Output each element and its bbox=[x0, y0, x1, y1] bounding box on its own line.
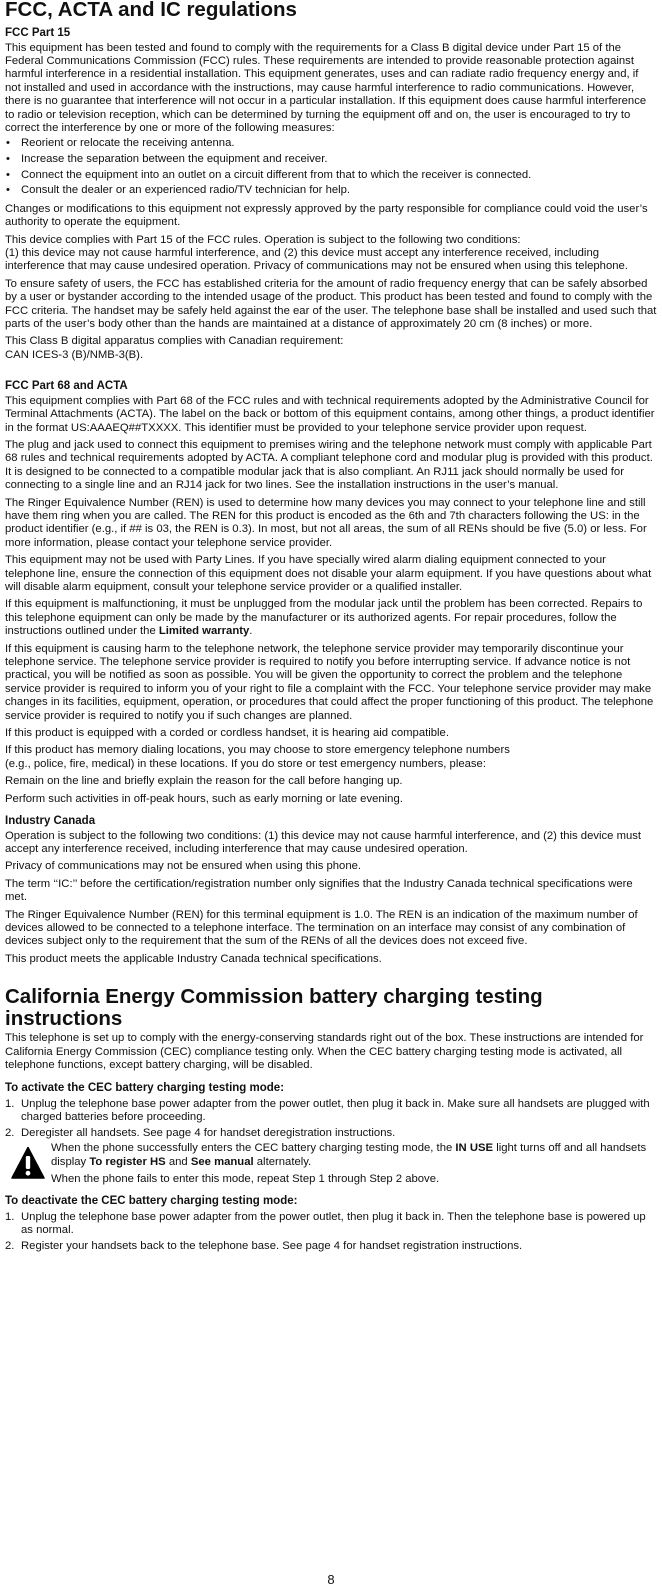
fcc68-paragraph-9: Remain on the line and briefly explain the reason for the call before hanging up. bbox=[5, 775, 403, 788]
list-item: • Increase the separation between the equipment and receiver. bbox=[6, 152, 328, 165]
cec-activate-heading: To activate the CEC battery charging testing mode: bbox=[5, 1082, 285, 1095]
warning-text-2: When the phone fails to enter this mode, repeat Step 1 through Step 2 above. bbox=[51, 1172, 440, 1185]
industry-canada-heading: Industry Canada bbox=[5, 815, 96, 828]
fcc15-measures-list bbox=[5, 136, 657, 198]
fcc-part-68-heading: FCC Part 68 and ACTA bbox=[5, 380, 128, 393]
fcc68-paragraph-1: This equipment complies with Part 68 of the FCC rules and with technical requirements adopted by the Administrative Council for Terminal Attachments (ACTA). The label on the back or bottom of this equipment contains, among other things, a product identifier in the format US:AAAEQ##TXXXX. This identifier must be provided to your telephone service provider upon request. bbox=[5, 394, 655, 434]
cec-warning-note bbox=[5, 1142, 657, 1186]
cec-intro: This telephone is set up to comply with the energy-conserving standards right out of the box. These instructions are intended for California Energy Commission (CEC) compliance testing only. When the CEC battery charging testing mode is activated, all telephone functions, except battery charging, will be disabled. bbox=[5, 1032, 644, 1072]
fcc68-paragraph-4: This equipment may not be used with Party Lines. If you have specially wired alarm dialing equipment connected to your telephone line, ensure the connection of this equipment does not disable your alarm equipment. If you have questions about what will disable alarm equipment, consult your telephone service provider or a qualified installer. bbox=[5, 554, 652, 593]
fcc15-paragraph-3a: This device complies with Part 15 of the FCC rules. Operation is subject to the following two conditions: bbox=[5, 233, 521, 246]
list-item: • Consult the dealer or an experienced radio/TV technician for help. bbox=[6, 184, 351, 197]
ic-paragraph-4: The Ringer Equivalence Number (REN) for this terminal equipment is 1.0. The REN is an indication of the maximum number of devices allowed to be connected to a telephone interface. The termination on an interface may consist of any combination of devices subject only to the requirement that the sum of the RENs of all the devices does not exceed five. bbox=[5, 908, 638, 948]
cec-deactivate-steps bbox=[5, 1211, 657, 1253]
list-item: • Reorient or relocate the receiving antenna. bbox=[6, 137, 235, 150]
cec-activate-steps bbox=[5, 1098, 657, 1140]
ic-paragraph-5: This product meets the applicable Industry Canada technical specifications. bbox=[5, 952, 382, 965]
fcc15-paragraph-1: This equipment has been tested and found to comply with the requirements for a Class B digital device under Part 15 of the Federal Communications Commission (FCC) rules. These requirements are intended to provide reasonable protection against harmful interference in a residential installation. This equipment generates, uses and can radiate radio frequency energy and, if not installed and used in accordance with the instructions, may cause harmful interference to radio communications. However, there is no guarantee that interference will not occur in a particular installation. If this equipment does cause harmful interference to radio or television reception, which can be determined by turning the equipment off and on, the user is encouraged to try to correct the interference by one or more of the following measures: bbox=[5, 41, 647, 134]
cec-deactivate-heading: To deactivate the CEC battery charging testing mode: bbox=[5, 1195, 298, 1208]
cec-heading: California Energy Commission battery charging testing instructions bbox=[5, 985, 543, 1031]
warning-text-1: When the phone successfully enters the CEC battery charging testing mode, the IN USE light turns off and all handsets display To register HS and See manual alternately. bbox=[51, 1142, 647, 1168]
fcc15-paragraph-5a: This Class B digital apparatus complies with Canadian requirement: bbox=[5, 335, 344, 348]
list-item: 2. Register your handsets back to the telephone base. See page 4 for handset registration instructions. bbox=[5, 1239, 523, 1252]
fcc15-paragraph-4: To ensure safety of users, the FCC has established criteria for the amount of radio frequency energy that can be safely absorbed by a user or bystander according to the intended usage of the product. This product has been tested and found to comply with the FCC criteria. The handset may be safely held against the ear of the user. The telephone base shall be installed and used such that parts of the user’s body other than the hands are maintained at a distance of approximately 20 cm (8 inches) or more. bbox=[5, 277, 657, 330]
page-title: FCC, ACTA and IC regulations bbox=[5, 0, 297, 21]
warning-triangle-icon bbox=[11, 1146, 45, 1180]
fcc15-paragraph-2: Changes or modifications to this equipment not expressly approved by the party responsible for compliance could void the user’s authority to operate the equipment. bbox=[5, 202, 648, 229]
list-item: 2. Deregister all handsets. See page 4 for handset deregistration instructions. bbox=[5, 1126, 396, 1139]
fcc-part-15-heading: FCC Part 15 bbox=[5, 27, 71, 39]
fcc68-paragraph-8b: (e.g., police, fire, medical) in these locations. If you do store or test emergency numbers, please: bbox=[5, 757, 486, 770]
ic-paragraph-3: The term ‘‘IC:’’ before the certification/registration number only signifies that the Industry Canada technical specifications were met. bbox=[5, 877, 633, 904]
cec-section bbox=[5, 986, 657, 1253]
limited-warranty-reference: Limited warranty bbox=[158, 625, 250, 638]
fcc68-paragraph-7: If this product is equipped with a corded or cordless handset, it is hearing aid compatible. bbox=[5, 727, 449, 740]
ic-paragraph-1: Operation is subject to the following two conditions: (1) this device may not cause harmful interference, and (2) this device must accept any interference received, including interference that may cause undesired operation. bbox=[5, 829, 642, 855]
fcc68-paragraph-6: If this equipment is causing harm to the telephone network, the telephone service provider may temporarily discontinue your telephone service. The telephone service provider is required to notify you before interrupting service. If advance notice is not practical, you will be notified as soon as possible. You will be given the opportunity to correct the problem and the telephone service provider is required to inform you of your right to file a complaint with the FCC. Your telephone service provider may make changes in its facilities, equipment, operation, or procedures that could affect the proper functioning of this product. The telephone service provider is required to notify you if such changes are planned. bbox=[5, 642, 654, 722]
list-item: • Connect the equipment into an outlet on a circuit different from that to which the receiver is connected. bbox=[6, 168, 532, 181]
fcc15-paragraph-5b: CAN ICES-3 (B)/NMB-3(B). bbox=[5, 348, 144, 361]
industry-canada-section bbox=[5, 815, 657, 966]
page-number: 8 bbox=[327, 1572, 335, 1587]
fcc-part-15-section bbox=[5, 27, 657, 362]
fcc68-paragraph-10: Perform such activities in off-peak hours, such as early morning or late evening. bbox=[5, 792, 403, 805]
fcc15-paragraph-3b: (1) this device may not cause harmful interference, and (2) this device must accept any interference received, including interference that may cause undesired operation. Privacy of communications may not be ensured when using this telephone. bbox=[5, 246, 628, 273]
fcc68-paragraph-3: The Ringer Equivalence Number (REN) is used to determine how many devices you may connect to your telephone line and still have them ring when you are called. The REN for this product is encoded as the 6th and 7th characters following the US: in the product identifier (e.g., if ## is 03, the REN is 0.3). In most, but not all areas, the sum of all RENs should be five (5.0) or less. For more information, please contact your telephone service provider. bbox=[5, 496, 647, 549]
list-item: 1. Unplug the telephone base power adapter from the power outlet, then plug it back in. Make sure all handsets are plugged with charged batteries before proceeding. bbox=[5, 1097, 650, 1124]
fcc68-paragraph-2: The plug and jack used to connect this equipment to premises wiring and the telephone network must comply with applicable Part 68 rules and technical requirements adopted by ACTA. A compliant telephone cord and modular plug is provided with this product. It is designed to be connected to a compatible modular jack that is also compliant. An RJ11 jack should normally be used for connecting to a single line and an RJ14 jack for two lines. See the installation instructions in the user’s manual. bbox=[5, 438, 653, 492]
fcc-part-68-section bbox=[5, 380, 657, 806]
document-page bbox=[5, 0, 657, 1255]
fcc68-paragraph-8a: If this product has memory dialing locations, you may choose to store emergency telephone numbers bbox=[5, 744, 510, 757]
list-item: 1. Unplug the telephone base power adapter from the power outlet, then plug it back in. Then the telephone base is powered up as normal. bbox=[5, 1210, 646, 1237]
fcc68-paragraph-5: If this equipment is malfunctioning, it must be unplugged from the modular jack until the problem has been corrected. Repairs to this telephone equipment can only be made by the manufacturer or its authorized agents. For repair procedures, follow the instructions outlined under the Limited warranty. bbox=[5, 598, 643, 638]
ic-paragraph-2: Privacy of communications may not be ensured when using this phone. bbox=[5, 860, 362, 873]
